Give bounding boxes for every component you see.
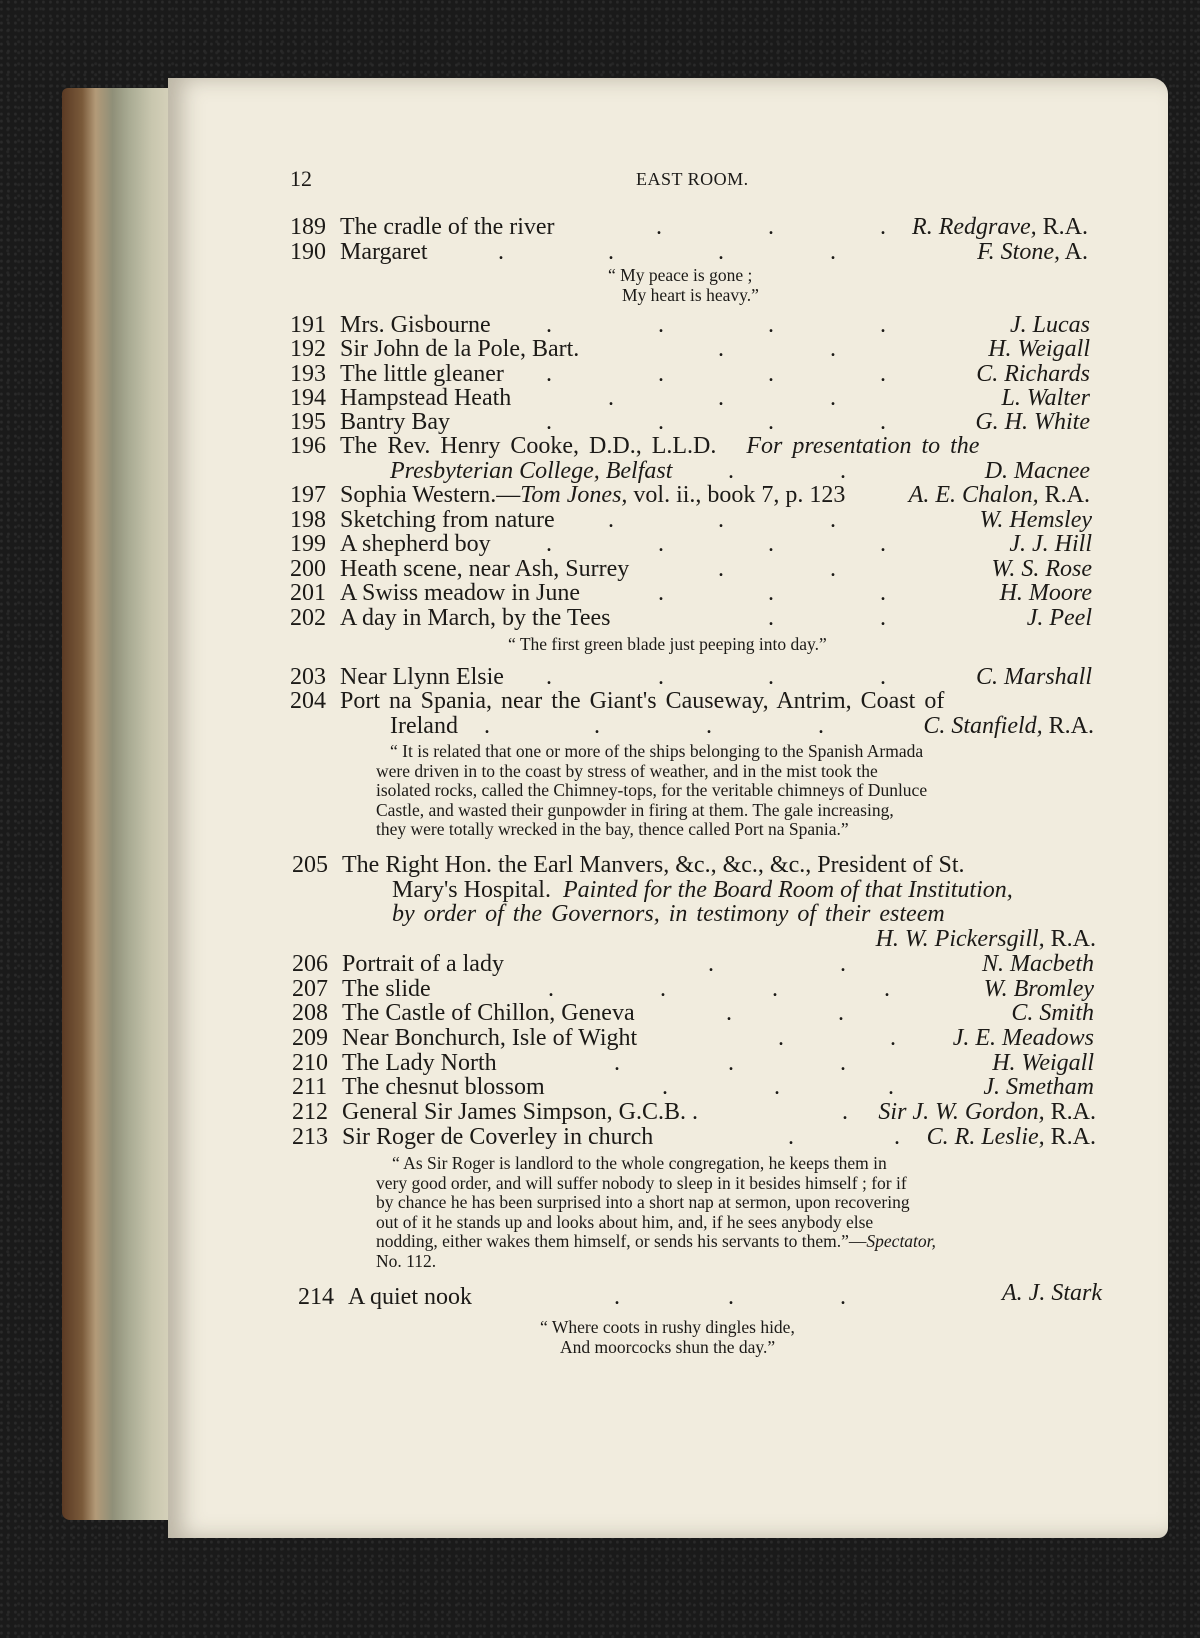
anecdote-quote: “ As Sir Roger is landlord to the whole congregation, he keeps them in very good order, and will suffer nobody to sleep in it besides himself ; for if by chance he has been surprised into a short nap at sermon, upon recovering out of it he stands up and looks about him, and, if he sees anybody else nodding, either wakes them himself, or sends his servants to them.”—Spectator, No. 112. — [376, 1153, 936, 1271]
leader-dots: . — [880, 580, 886, 606]
entry-title: A quiet nook — [348, 1284, 472, 1310]
entry-title: The slide — [342, 976, 431, 1002]
leader-dots: . — [546, 312, 552, 338]
entry-title: The Rev. Henry Cooke, D.D., L.L.D. For presentation to the — [340, 433, 980, 459]
entry-artist: W. Bromley — [983, 976, 1094, 1002]
leader-dots: . — [718, 336, 724, 362]
entry-number: 191 — [290, 312, 326, 338]
entry-artist: J. J. Hill — [1009, 531, 1092, 557]
leader-dots: . — [546, 531, 552, 557]
leader-dots: . — [658, 531, 664, 557]
leader-dots: . — [880, 664, 886, 690]
entry-artist: W. Hemsley — [979, 507, 1092, 533]
entry-title: The chesnut blossom — [342, 1074, 545, 1100]
leader-dots: . — [728, 1050, 734, 1076]
leader-dots: . — [840, 458, 846, 484]
catalogue-page — [168, 78, 1168, 1538]
entry-title: Sophia Western.—Tom Jones, vol. ii., book 7, p. 123 — [340, 482, 846, 508]
entry-artist: W. S. Rose — [991, 556, 1092, 582]
entry-artist: R. Redgrave, R.A. — [912, 214, 1088, 240]
leader-dots: . — [880, 409, 886, 435]
page-number: 12 — [290, 166, 312, 191]
anecdote-quote: “ It is related that one or more of the ships belonging to the Spanish Armada were driven in to the coast by stress of weather, and in the mist took the isolated rocks, called the Chimney-tops, for the veritable chimneys of Dunluce Castle, and wasted their gunpowder in firing at them. The gale increasing, they were totally wrecked in the bay, thence called Port na Spania.” — [376, 741, 928, 840]
entry-number: 211 — [292, 1074, 328, 1100]
leader-dots: . — [768, 580, 774, 606]
entry-number: 201 — [290, 580, 326, 606]
entry-number: 194 — [290, 385, 326, 411]
leader-dots: . — [594, 713, 600, 739]
entry-number: 203 — [290, 664, 326, 690]
entry-title-continued: by order of the Governors, in testimony of their esteem — [392, 901, 945, 927]
leader-dots: . — [484, 713, 490, 739]
entry-artist: A. J. Stark — [1002, 1280, 1102, 1306]
leader-dots: . — [614, 1284, 620, 1310]
entry-artist: G. H. White — [975, 409, 1090, 435]
book-page-edges — [62, 88, 174, 1520]
entry-title: Bantry Bay — [340, 409, 450, 435]
leader-dots: . — [608, 239, 614, 265]
verse-quote: “ The first green blade just peeping into day.” — [508, 634, 827, 654]
leader-dots: . — [546, 409, 552, 435]
leader-dots: . — [726, 1000, 732, 1026]
leader-dots: . — [658, 580, 664, 606]
leader-dots: . — [706, 713, 712, 739]
entry-artist: C. R. Leslie, R.A. — [926, 1124, 1096, 1150]
leader-dots: . — [656, 214, 662, 240]
entry-title: Portrait of a lady — [342, 951, 504, 977]
entry-title: Hampstead Heath — [340, 385, 512, 411]
leader-dots: . — [880, 214, 886, 240]
leader-dots: . — [778, 1025, 784, 1051]
leader-dots: . — [830, 385, 836, 411]
leader-dots: . — [830, 239, 836, 265]
entry-artist: J. Peel — [1026, 605, 1092, 631]
entry-title: Sir John de la Pole, Bart. — [340, 336, 580, 362]
leader-dots: . — [768, 409, 774, 435]
entry-artist: C. Stanfield, R.A. — [923, 713, 1094, 739]
leader-dots: . — [658, 664, 664, 690]
page-title: EAST ROOM. — [636, 169, 749, 189]
leader-dots: . — [840, 1284, 846, 1310]
entry-number: 193 — [290, 361, 326, 387]
entry-artist: C. Richards — [976, 361, 1090, 387]
leader-dots: . — [658, 312, 664, 338]
leader-dots: . — [548, 976, 554, 1002]
entry-title: A day in March, by the Tees — [340, 605, 611, 631]
leader-dots: . — [768, 361, 774, 387]
leader-dots: . — [774, 1074, 780, 1100]
entry-title: Near Llynn Elsie — [340, 664, 504, 690]
leader-dots: . — [880, 605, 886, 631]
leader-dots: . — [768, 531, 774, 557]
entry-title: A shepherd boy — [340, 531, 491, 557]
leader-dots: . — [728, 1284, 734, 1310]
leader-dots: . — [546, 664, 552, 690]
leader-dots: . — [894, 1124, 900, 1150]
entry-title: General Sir James Simpson, G.C.B. . — [342, 1099, 698, 1125]
entry-artist: F. Stone, A. — [977, 239, 1088, 265]
leader-dots: . — [718, 385, 724, 411]
entry-number: 214 — [298, 1284, 334, 1310]
verse-quote: And moorcocks shun the day.” — [560, 1337, 776, 1357]
leader-dots: . — [880, 531, 886, 557]
entry-title-continued: Ireland — [390, 713, 458, 739]
entry-title: The little gleaner — [340, 361, 504, 387]
leader-dots: . — [788, 1124, 794, 1150]
leader-dots: . — [818, 713, 824, 739]
entry-number: 192 — [290, 336, 326, 362]
leader-dots: . — [842, 1099, 848, 1125]
leader-dots: . — [838, 1000, 844, 1026]
entry-title: The Castle of Chillon, Geneva — [342, 1000, 635, 1026]
leader-dots: . — [830, 507, 836, 533]
leader-dots: . — [768, 664, 774, 690]
entry-artist: C. Smith — [1011, 1000, 1094, 1026]
leader-dots: . — [888, 1074, 894, 1100]
entry-number: 207 — [292, 976, 328, 1002]
leader-dots: . — [884, 976, 890, 1002]
entry-artist: J. Smetham — [983, 1074, 1094, 1100]
entry-number: 190 — [290, 239, 326, 265]
entry-title: A Swiss meadow in June — [340, 580, 580, 606]
leader-dots: . — [830, 556, 836, 582]
leader-dots: . — [608, 385, 614, 411]
entry-number: 197 — [290, 482, 326, 508]
entry-title-continued: Mary's Hospital. Painted for the Board Room of that Institution, — [392, 877, 1013, 903]
entry-number: 202 — [290, 605, 326, 631]
leader-dots: . — [614, 1050, 620, 1076]
entry-title: The Lady North — [342, 1050, 497, 1076]
leader-dots: . — [658, 361, 664, 387]
entry-number: 199 — [290, 531, 326, 557]
leader-dots: . — [830, 336, 836, 362]
leader-dots: . — [880, 312, 886, 338]
leader-dots: . — [660, 976, 666, 1002]
entry-artist: H. W. Pickersgill, R.A. — [875, 926, 1096, 952]
entry-number: 189 — [290, 214, 326, 240]
entry-artist: H. Moore — [999, 580, 1092, 606]
entry-title: Port na Spania, near the Giant's Causeway, Antrim, Coast of — [340, 688, 945, 714]
leader-dots: . — [546, 361, 552, 387]
entry-number: 200 — [290, 556, 326, 582]
entry-number: 205 — [292, 852, 328, 878]
entry-number: 206 — [292, 951, 328, 977]
entry-title: The cradle of the river — [340, 214, 555, 240]
entry-title: Mrs. Gisbourne — [340, 312, 491, 338]
entry-title: Heath scene, near Ash, Surrey — [340, 556, 630, 582]
verse-quote: “ My peace is gone ; — [608, 265, 753, 285]
verse-quote: My heart is heavy.” — [622, 285, 759, 305]
entry-number: 210 — [292, 1050, 328, 1076]
leader-dots: . — [658, 409, 664, 435]
entry-artist: H. Weigall — [988, 336, 1090, 362]
verse-quote: “ Where coots in rushy dingles hide, — [540, 1317, 795, 1337]
leader-dots: . — [840, 1050, 846, 1076]
entry-artist: C. Marshall — [975, 664, 1092, 690]
entry-number: 198 — [290, 507, 326, 533]
leader-dots: . — [768, 214, 774, 240]
leader-dots: . — [840, 951, 846, 977]
entry-artist: D. Macnee — [984, 458, 1090, 484]
entry-title: Near Bonchurch, Isle of Wight — [342, 1025, 638, 1051]
entry-title: Sir Roger de Coverley in church — [342, 1124, 654, 1150]
leader-dots: . — [890, 1025, 896, 1051]
entry-artist: N. Macbeth — [982, 951, 1094, 977]
leader-dots: . — [772, 976, 778, 1002]
entry-artist: L. Walter — [1001, 385, 1090, 411]
entry-artist: J. Lucas — [1010, 312, 1090, 338]
entry-artist: H. Weigall — [992, 1050, 1094, 1076]
leader-dots: . — [718, 239, 724, 265]
leader-dots: . — [768, 605, 774, 631]
entry-artist: A. E. Chalon, R.A. — [908, 482, 1090, 508]
entry-number: 196 — [290, 433, 326, 459]
entry-artist: Sir J. W. Gordon, R.A. — [878, 1099, 1096, 1125]
leader-dots: . — [498, 239, 504, 265]
leader-dots: . — [662, 1074, 668, 1100]
leader-dots: . — [880, 361, 886, 387]
entry-number: 204 — [290, 688, 326, 714]
entry-title: Sketching from nature — [340, 507, 555, 533]
entry-number: 195 — [290, 409, 326, 435]
leader-dots: . — [608, 507, 614, 533]
leader-dots: . — [718, 556, 724, 582]
entry-number: 212 — [292, 1099, 328, 1125]
leader-dots: . — [708, 951, 714, 977]
leader-dots: . — [728, 458, 734, 484]
leader-dots: . — [768, 312, 774, 338]
entry-number: 213 — [292, 1124, 328, 1150]
entry-number: 209 — [292, 1025, 328, 1051]
entry-title: The Right Hon. the Earl Manvers, &c., &c., &c., President of St. — [342, 852, 965, 878]
entry-title-continued: Presbyterian College, Belfast — [390, 458, 673, 484]
entry-number: 208 — [292, 1000, 328, 1026]
leader-dots: . — [718, 507, 724, 533]
entry-title: Margaret — [340, 239, 428, 265]
entry-artist: J. E. Meadows — [952, 1025, 1094, 1051]
